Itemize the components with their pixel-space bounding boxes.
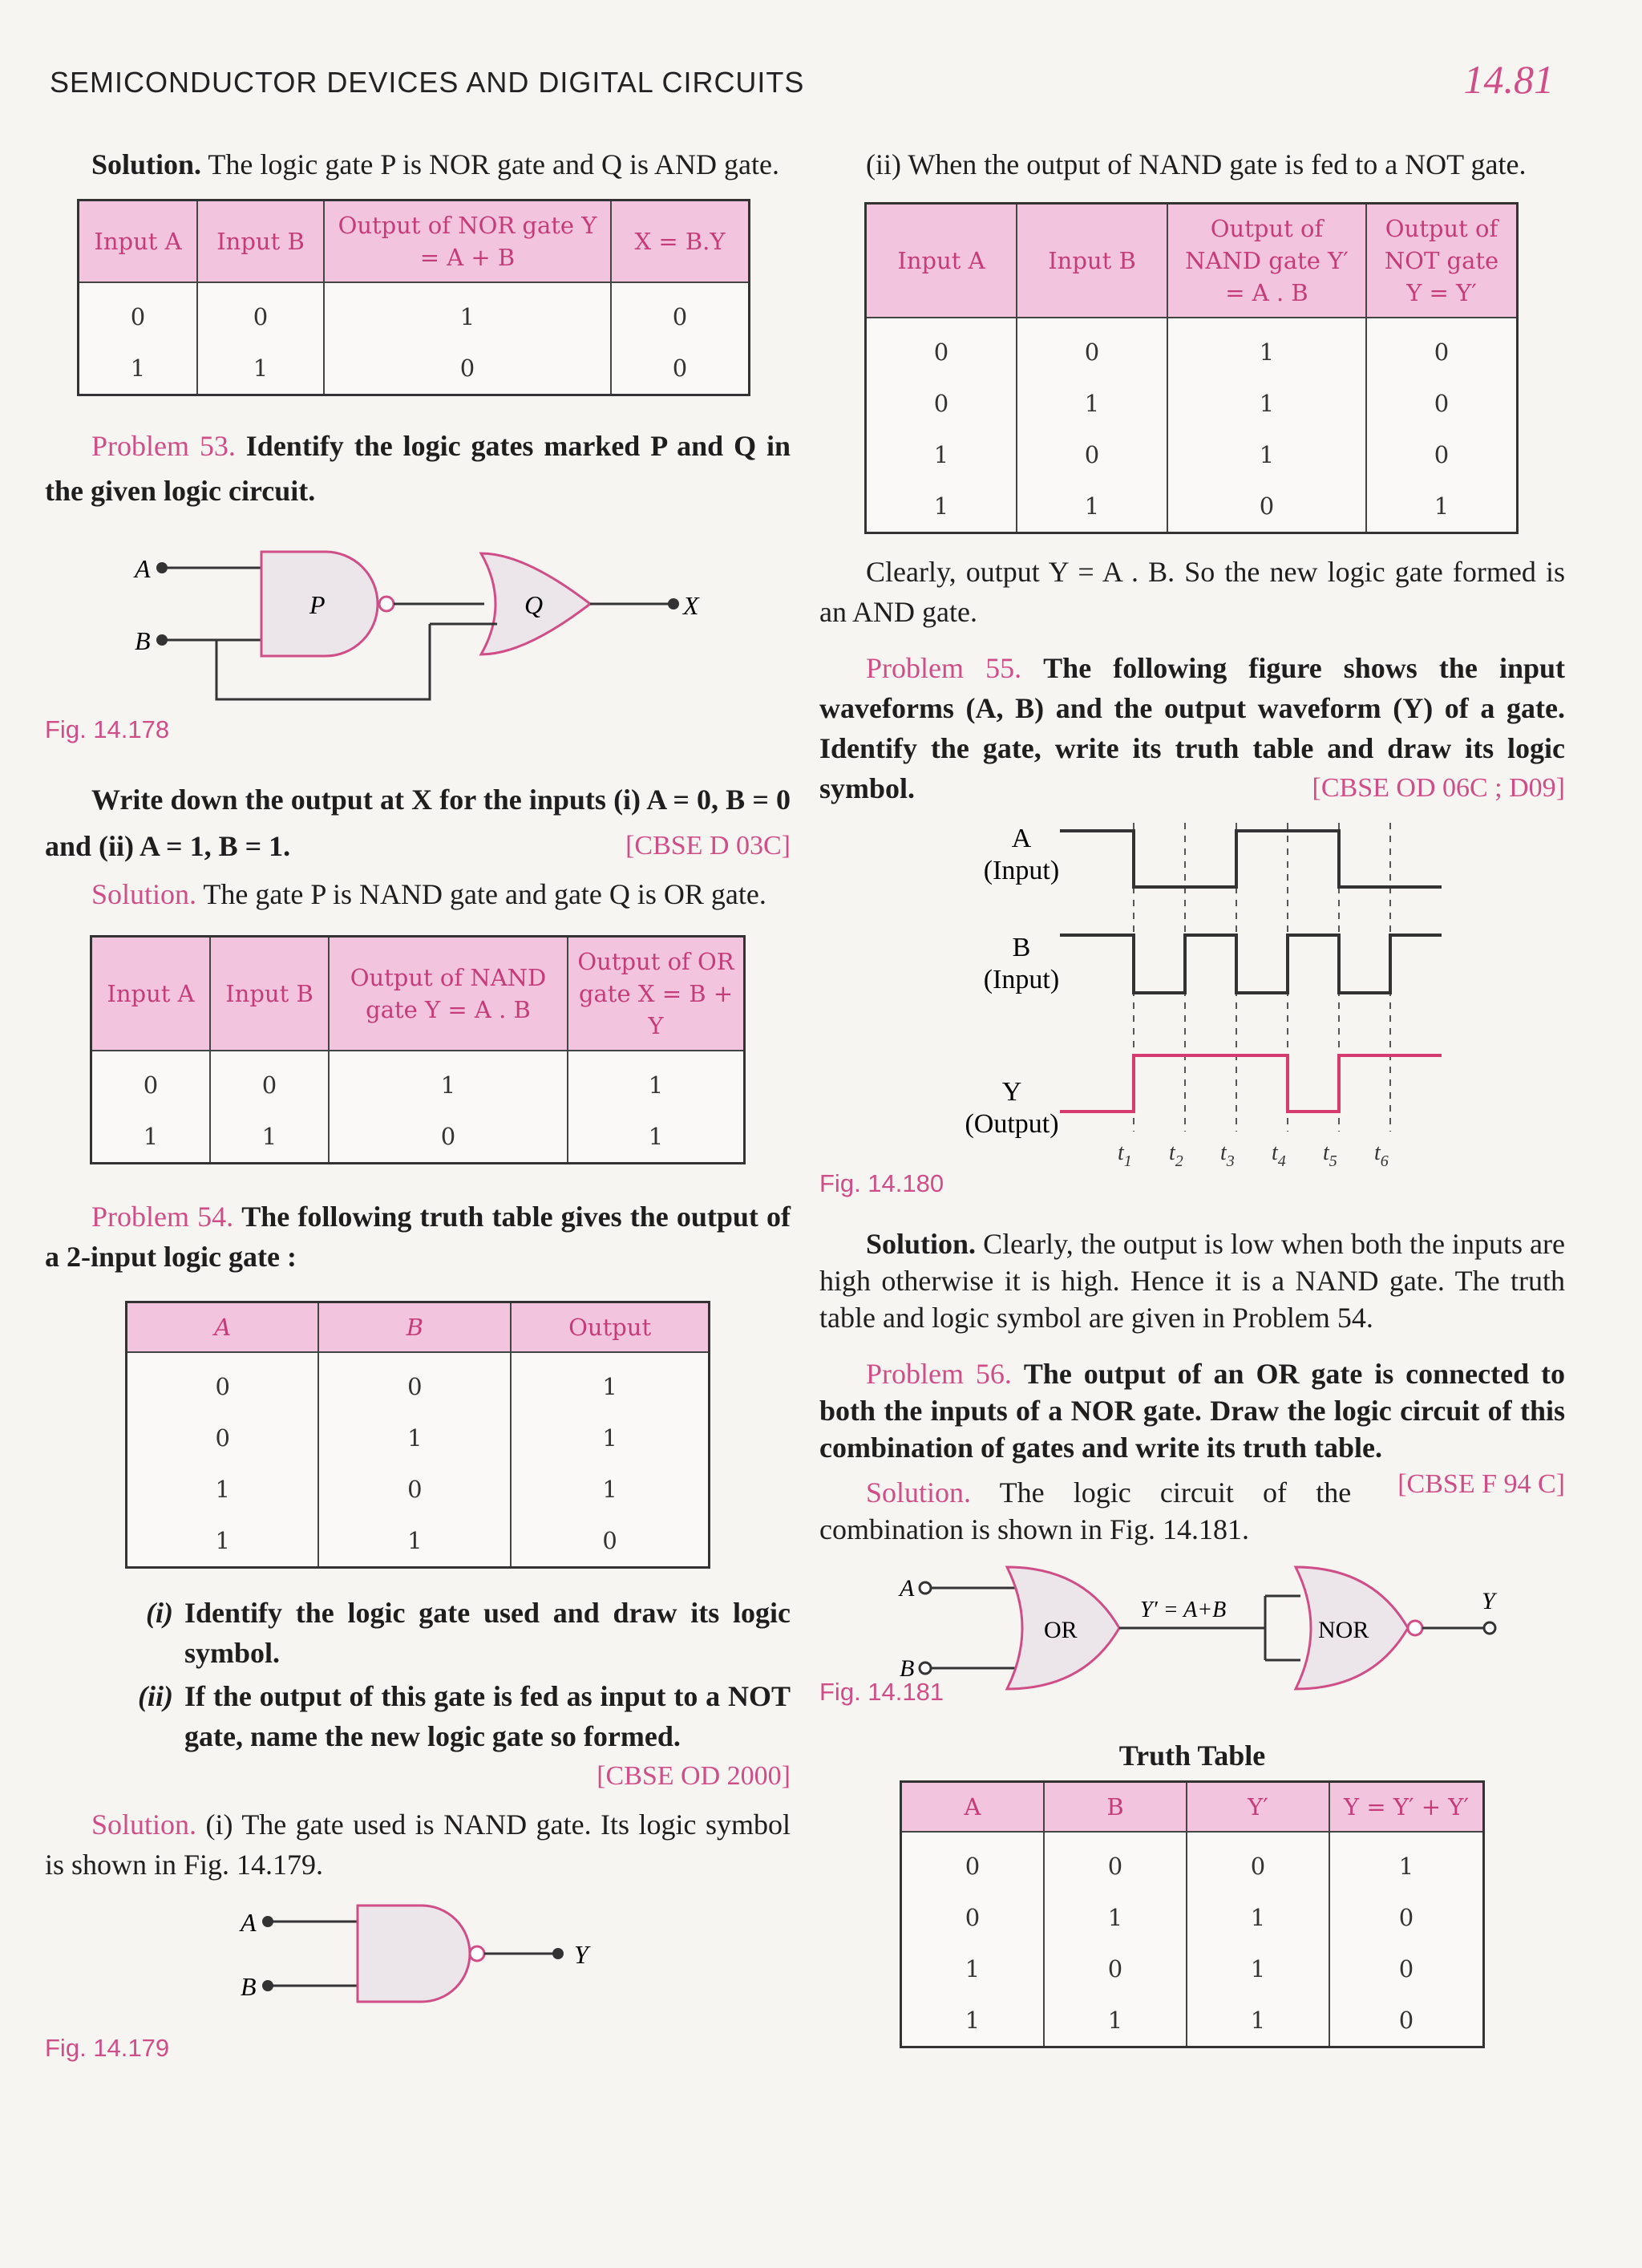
table-row: 0 1 1 (127, 1412, 710, 1464)
label-a: A (135, 554, 151, 583)
problem-53-question: Write down the output at X for the inputs (i) A = 0, B = 0 and (ii) A = 1, B = 1. [CBSE D 03C] (45, 784, 791, 862)
fig-14-181-label: Fig. 14.181 (819, 1678, 944, 1706)
gate-q-label: Q (524, 590, 544, 619)
table-header: Y = Y′ + Y′ (1329, 1782, 1484, 1833)
fig-14-180-waveforms (819, 815, 1565, 1168)
table-row: 0 1 1 0 (901, 1892, 1484, 1943)
fig-14-179-label: Fig. 14.179 (45, 2034, 170, 2062)
gate-p-label: P (309, 590, 326, 619)
wave-b-sub: (Input) (983, 965, 1060, 994)
table-header: Input B (210, 937, 329, 1051)
nor-gate-label: NOR (1318, 1617, 1369, 1643)
tick-t2: $t_2$ (1169, 1140, 1183, 1168)
label-y: Y (574, 1940, 588, 1969)
table-row: 1 1 1 0 (901, 1995, 1484, 2047)
intermediate-output-label: Y′ = A+B (1140, 1598, 1227, 1622)
table-row: 0 0 1 1 (91, 1051, 745, 1111)
table-row: 1 1 0 1 (91, 1111, 745, 1164)
truth-table-nand-or (90, 935, 746, 1164)
wave-a-name: A (1011, 824, 1032, 853)
truth-table-or-nor (900, 1780, 1485, 2048)
tick-t3: $t_3$ (1220, 1140, 1235, 1168)
wave-b-name: B (1012, 933, 1031, 962)
table-header: A (901, 1782, 1045, 1833)
table-header: B (1044, 1782, 1187, 1833)
table-header: Input B (197, 200, 324, 283)
table-row: 0 0 1 0 (79, 282, 750, 342)
table-header: Input A (91, 937, 211, 1051)
fig-14-178-circuit (45, 513, 791, 714)
tick-t6: $t_6$ (1374, 1140, 1389, 1168)
fig-14-179-nand-symbol (45, 1885, 791, 2021)
solution-55: Solution. Clearly, the output is low when both the inputs are high otherwise it is high. Hence it is a NAND gate. The truth table and logic symbol are given in Problem 54. (819, 1228, 1565, 1334)
label-a: A (900, 1575, 915, 1602)
tick-t4: $t_4$ (1272, 1140, 1286, 1168)
table-header: A (127, 1302, 319, 1353)
right-column (819, 144, 1565, 2048)
solution-54: Solution. (i) The gate used is NAND gate. Its logic symbol is shown in Fig. 14.179. (45, 1808, 791, 1881)
clearly-text: Clearly, output Y = A . B. So the new logic gate formed is an AND gate. (819, 556, 1565, 628)
table-header: Input A (79, 200, 198, 283)
label-x: X (683, 591, 699, 620)
running-head: SEMICONDUCTOR DEVICES AND DIGITAL CIRCUITS (50, 66, 805, 99)
table-row: 0 0 0 1 (901, 1832, 1484, 1892)
table-row: 1 0 1 0 (901, 1943, 1484, 1995)
label-a: A (241, 1908, 257, 1937)
solution-56: Solution. The logic circuit of the combination is shown in Fig. 14.181. (819, 1476, 1352, 1545)
table-row: 1 1 0 0 (79, 342, 750, 395)
label-b: B (135, 626, 151, 655)
table-row: 1 0 1 (127, 1464, 710, 1515)
table-row: 0 0 1 0 (866, 318, 1518, 378)
tick-t1: $t_1$ (1118, 1140, 1132, 1168)
question-item-i: (i) Identify the logic gate used and draw its logic symbol. (146, 1597, 791, 1669)
table-header: Output of NAND gate Y′ = A . B (1167, 204, 1366, 318)
label-b: B (900, 1655, 915, 1682)
table-header: Output of NAND gate Y = A . B (329, 937, 568, 1051)
table-row: 1 0 1 0 (866, 429, 1518, 480)
table-header: Input B (1017, 204, 1167, 318)
problem-53: Problem 53. Identify the logic gates marked P and Q in the given logic circuit. (45, 430, 791, 507)
question-item-ii: (ii) If the output of this gate is fed as input to a NOT gate, name the new logic gate so formed. [CBSE OD 2000] (138, 1680, 791, 1791)
or-gate-label: OR (1044, 1617, 1078, 1643)
page-number: 14.81 (1463, 57, 1554, 102)
table-row: 0 0 1 (127, 1352, 710, 1412)
solution-52: Solution. The logic gate P is NOR gate and Q is AND gate. (91, 148, 779, 180)
table-header: Output of OR gate X = B + Y (568, 937, 745, 1051)
wave-a-sub: (Input) (983, 856, 1060, 885)
wave-y-name: Y (1001, 1077, 1022, 1107)
tick-t5: $t_5$ (1323, 1140, 1337, 1168)
problem-56: Problem 56. The output of an OR gate is connected to both the inputs of a NOR gate. Draw the logic circuit of this combination of gates and write its truth table. [CBSE F 94 C] (819, 1358, 1566, 1499)
table-header: Output (511, 1302, 709, 1353)
truth-table-title: Truth Table (1118, 1739, 1266, 1772)
left-column (45, 144, 791, 2063)
waveform-a (1060, 831, 1442, 887)
truth-table-nor-and (77, 199, 750, 396)
problem-55: Problem 55. The following figure shows the input waveforms (A, B) and the output waveform (Y) of a gate. Identify the gate, write its truth table and draw its logic symbol. [CBSE OD 06C ; D09] (819, 652, 1565, 804)
waveform-y (1060, 1055, 1442, 1112)
label-b: B (241, 1972, 257, 2001)
label-y: Y (1482, 1588, 1495, 1614)
table-header: Output of NOT gate Y = Y′ (1366, 204, 1518, 318)
problem-54: Problem 54. The following truth table gives the output of a 2-input logic gate : (45, 1201, 791, 1273)
fig-14-178-label: Fig. 14.178 (45, 715, 170, 743)
table-header: Input A (866, 204, 1017, 318)
table-row: 1 1 0 1 (866, 480, 1518, 533)
table-row: 1 1 0 (127, 1515, 710, 1568)
table-header: X = B.Y (611, 200, 750, 283)
truth-table-problem-54 (125, 1301, 710, 1569)
waveform-b (1060, 935, 1442, 993)
table-header: Output of NOR gate Y = A + B (324, 200, 611, 283)
table-header: Y′ (1187, 1782, 1329, 1833)
solution-53: Solution. The gate P is NAND gate and gate Q is OR gate. (91, 878, 766, 910)
table-row: 0 1 1 0 (866, 378, 1518, 429)
fig-14-181-circuit (819, 1556, 1565, 1692)
table-header: B (318, 1302, 511, 1353)
wave-y-sub: (Output) (965, 1109, 1059, 1139)
fig-14-180-label: Fig. 14.180 (819, 1169, 944, 1197)
part-ii-text: (ii) When the output of NAND gate is fed to a NOT gate. (866, 148, 1527, 180)
truth-table-nand-not (864, 202, 1519, 534)
